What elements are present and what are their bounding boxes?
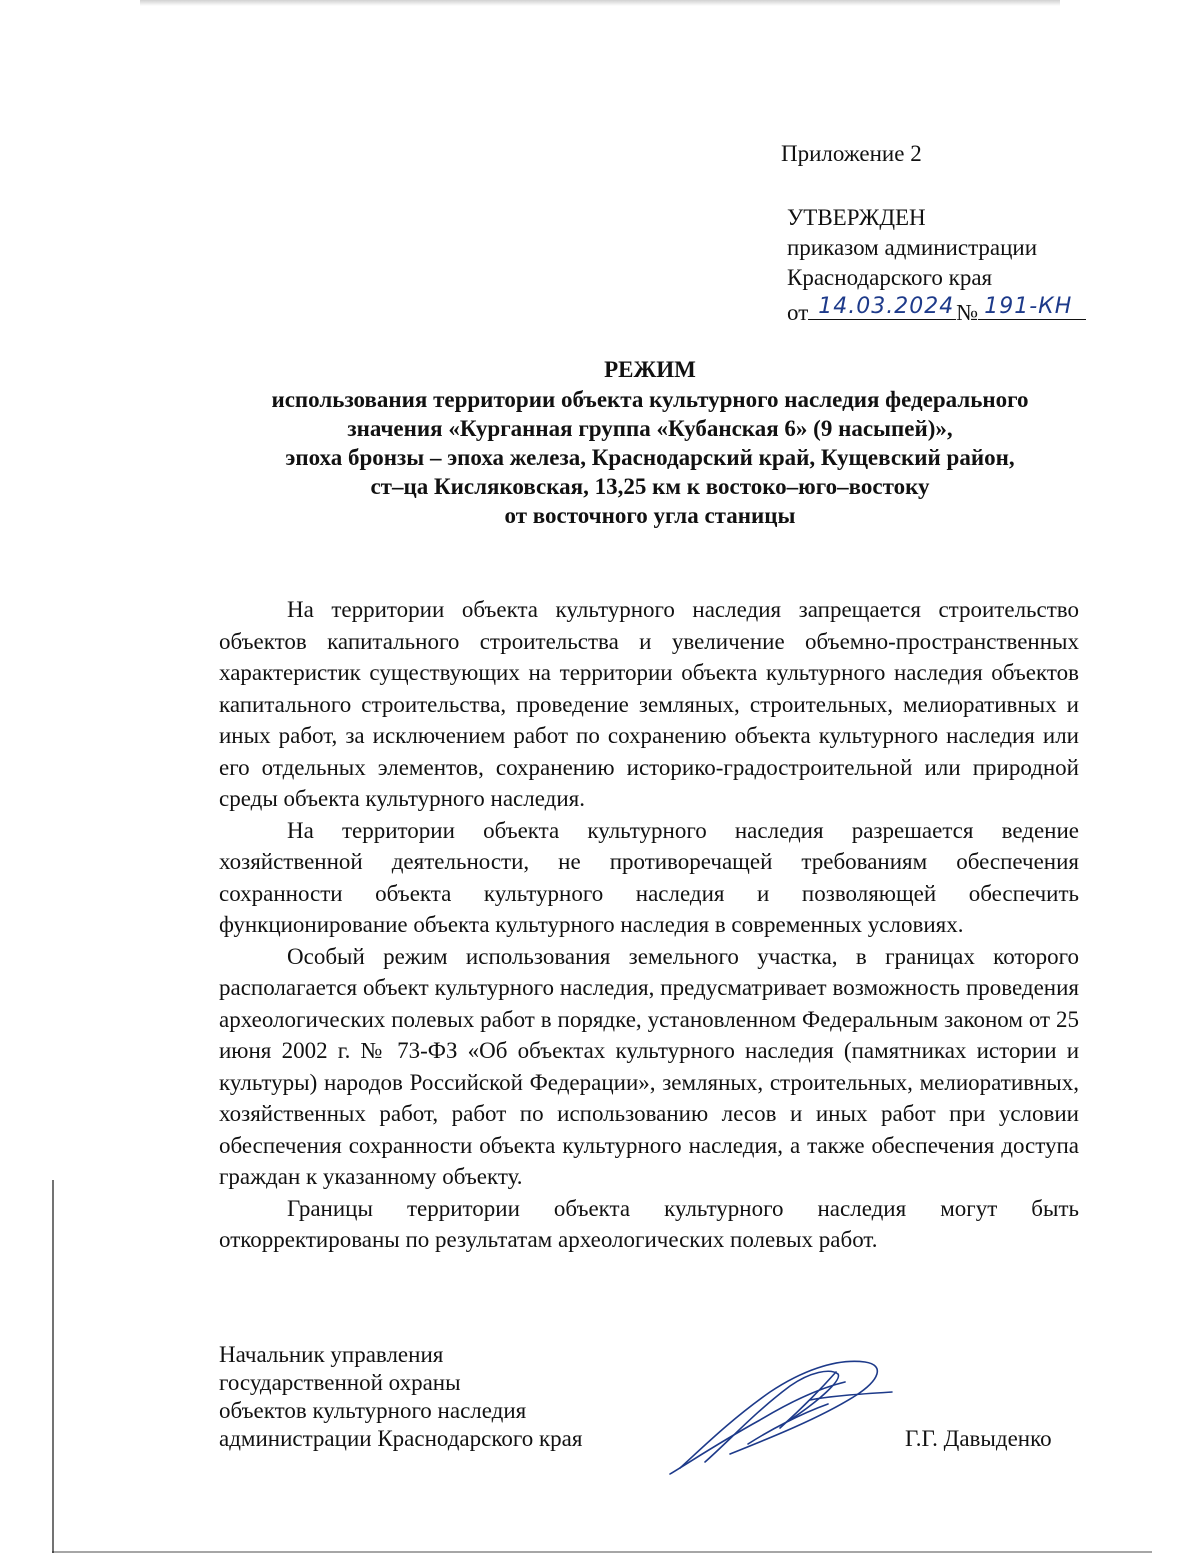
body-paragraph: На территории объекта культурного наследия запрещается строительство объектов капитального строительства и увеличение объемно-пространственных характеристик существующих на территории объекта культурного наследия объектов капитального строительства, проведение земляных, строительных, мелиоративных и иных работ, за исключением работ по сохранению объекта культурного наследия или его отдельных элементов, сохранению историко-градостроительной или природной среды объекта культурного наследия.	[219, 597, 1079, 811]
number-fill-line	[978, 293, 1086, 320]
scan-edge-left	[52, 1180, 54, 1553]
approval-block	[787, 203, 1086, 328]
document-title: РЕЖИМ	[604, 357, 696, 382]
approval-date-line	[787, 293, 1086, 328]
title-line: от восточного угла станицы	[504, 503, 796, 528]
handwritten-signature-icon	[660, 1350, 900, 1480]
document-title-block	[150, 355, 1150, 530]
document-body	[219, 594, 1079, 1256]
body-paragraph: На территории объекта культурного наследия разрешается ведение хозяйственной деятельности, не противоречащей требованиям обеспечения сохранности объекта культурного наследия и позволяющей обеспечить функционирование объекта культурного наследия в современных условиях.	[219, 817, 1079, 937]
position-line: администрации Краснодарского края	[219, 1426, 583, 1451]
body-paragraph: Особый режим использования земельного участка, в границах которого располагается объект культурного наследия, предусматривает возможность проведения археологических полевых работ в порядке, установленном Федеральным законом от 25 июня 2002 г. № 73-ФЗ «Об объектах культурного наследия (памятниках истории и культуры) народов Российской Федерации», земляных, строительных, мелиоративных, хозяйственных работ, работ по использованию лесов и иных работ при условии обеспечения сохранности объекта культурного наследия, а также обеспечения доступа граждан к указанному объекту.	[219, 943, 1079, 1189]
scan-edge-top	[140, 0, 1060, 6]
position-line: государственной охраны	[219, 1370, 461, 1395]
handwritten-date: 14.03.2024	[818, 294, 955, 319]
appendix-label: Приложение 2	[781, 141, 922, 166]
approval-line: приказом администрации	[787, 235, 1038, 260]
approval-line: Краснодарского края	[787, 265, 993, 290]
title-line: использования территории объекта культурного наследия федерального	[271, 387, 1029, 412]
date-prefix: от	[787, 300, 809, 325]
date-fill-line	[808, 293, 956, 320]
position-line: объектов культурного наследия	[219, 1398, 527, 1423]
title-line: значения «Курганная группа «Кубанская 6» (9 насыпей)»,	[347, 416, 953, 441]
signatory-name: Г.Г. Давыденко	[905, 1426, 1052, 1451]
position-line: Начальник управления	[219, 1342, 444, 1367]
title-line: ст–ца Кисляковская, 13,25 км к востоко–юго–востоку	[370, 474, 930, 499]
signatory-position	[219, 1341, 582, 1453]
title-line: эпоха бронзы – эпоха железа, Краснодарский край, Кущевский район,	[285, 445, 1015, 470]
handwritten-number: 191-КН	[984, 294, 1073, 319]
approval-line: УТВЕРЖДЕН	[787, 205, 926, 230]
body-paragraph: Границы территории объекта культурного наследия могут быть откорректированы по результатам археологических полевых работ.	[219, 1195, 1079, 1252]
number-prefix: №	[956, 300, 979, 325]
